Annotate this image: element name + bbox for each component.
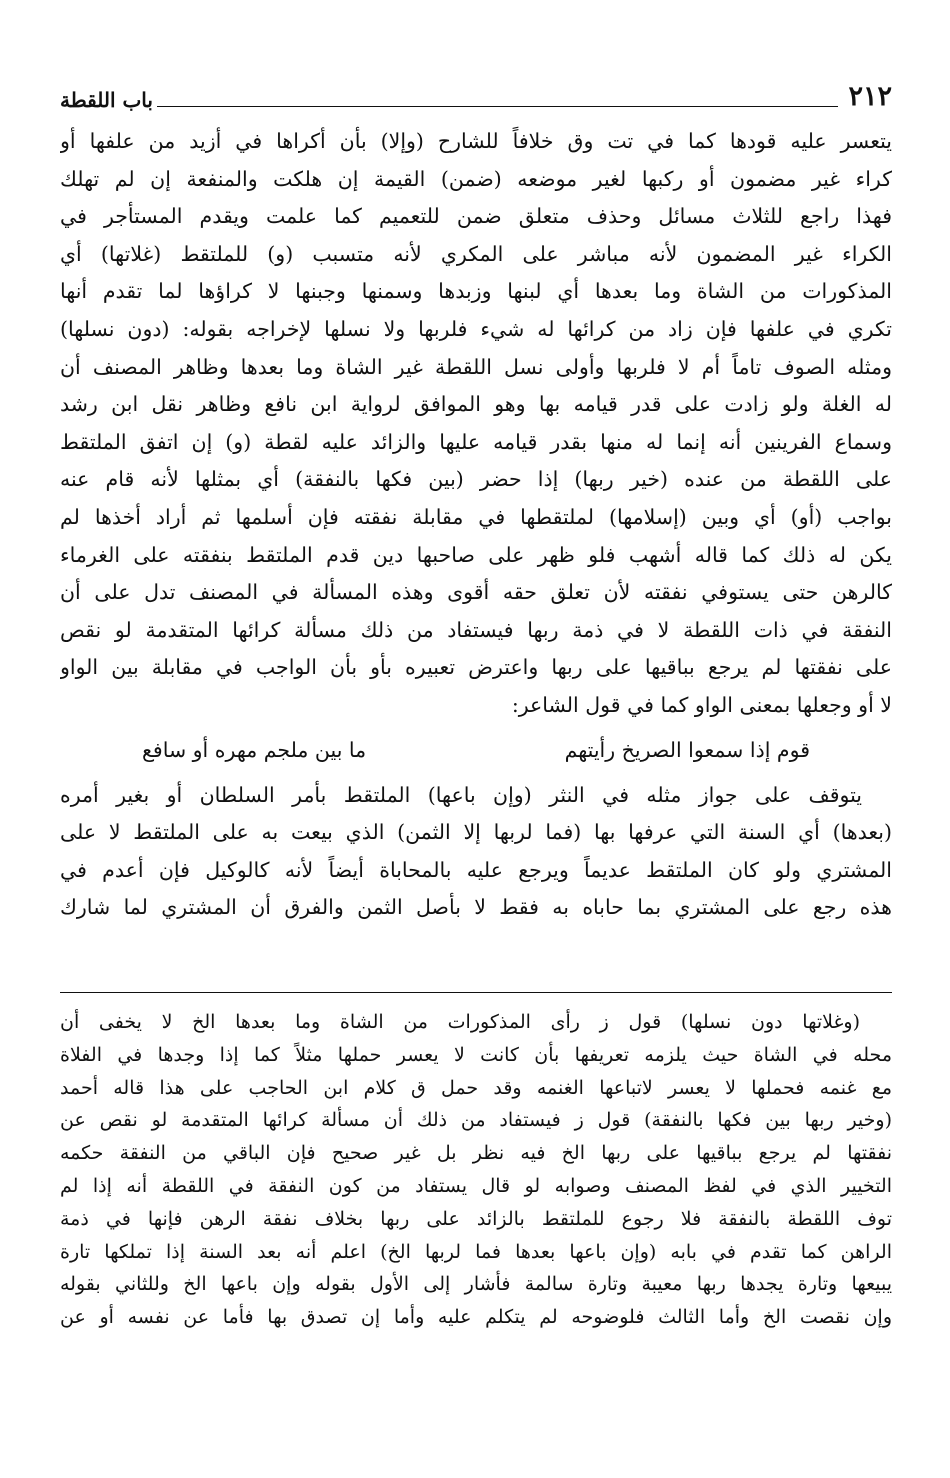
main-line: النفقة في ذات اللقطة لا في ذمة ربها فيستفاد من ذلك مسألة كرائها المتقدمة لو نقص — [60, 617, 892, 642]
chapter-title: باب اللقطة — [60, 88, 153, 112]
main-text — [60, 123, 892, 927]
main-line: تكري في علفها فإن زاد من كرائها له شيء فلربها ولا نسلها لإخراجه بقوله: (دون نسلها) — [60, 316, 892, 341]
footnote-separator — [60, 992, 892, 993]
footnotes — [60, 1006, 892, 1334]
main-line: له الغلة ولو زادت على قدر قيامه بها وهو الموافق لرواية ابن نافع وظاهر نقل ابن رشد — [60, 392, 892, 417]
main-line: على اللقطة من عنده (خير ربها) إذا حضر (بين فكها بالنفقة) أي بمثلها لأنه قام عنه — [60, 467, 892, 492]
footnote-line: (وغلاتها دون نسلها) قول ز رأى المذكورات من الشاة وما بعدها الخ لا يخفى أن — [60, 1011, 860, 1033]
footnote-line: وإن نقصت الخ وأما الثالث فلوضوحه لم يتكلم عليه وأما إن تصدق بها فأما عن نفسه أو عن — [60, 1306, 892, 1329]
main-line: لا أو وجعلها بمعنى الواو كما في قول الشاعر: — [511, 692, 892, 717]
main-line: كالرهن حتى يستوفي نفقته لأن تعلق حقه أقوى وهذه المسألة في المصنف تدل على أن — [60, 580, 892, 605]
main-line: يتوقف على جواز مثله في النثر (وإن باعها) الملتقط بأمر السلطان أو بغير أمره — [60, 782, 862, 807]
main-line: ومثله الصوف تاماً أم لا فلربها وأولى نسل اللقطة غير الشاة وما بعدها وظاهر المصنف أن — [60, 354, 892, 379]
poem-hemistich-second: ما بين ملجم مهره أو سافع — [142, 737, 367, 762]
poem-verse — [60, 725, 892, 777]
page-header — [60, 78, 892, 112]
footnote-line: التخيير الذي في لفظ المصنف وصوابه لو قال يستفاد من كون النفقة في اللقطة أنه إذا لم — [60, 1174, 892, 1197]
main-line: وسماع الفرينين أنه إنما له منها بقدر قيامه عليها والزائد عليه لقطة (و) إن اتفق الملتقط — [60, 429, 892, 454]
main-line: هذه رجع على المشتري بما حاباه به فقط لا بأصل الثمن والفرق أن المشتري لما شارك — [60, 895, 892, 920]
footnote-line: يبيعها وتارة يجدها ربها معيبة وتارة سالمة فأشار إلى الأول بقوله وإن باعها الخ وللثاني بقوله — [60, 1273, 892, 1296]
main-line: المشتري ولو كان الملتقط عديماً ويرجع عليه بالمحاباة أيضاً لأنه كالوكيل فإن أعدم في — [60, 857, 892, 882]
main-line: كراء غير مضمون أو ركبها لغير موضعه (ضمن) القيمة إن هلكت والمنفعة إن لم تهلك — [60, 166, 892, 191]
page-number: ٢١٢ — [848, 81, 892, 112]
footnote-line: محله في الشاة حيث يلزمه تعريفها بأن كانت لا يعسر حملها مثلاً كما إذا وجدها في الفلاة — [60, 1043, 892, 1066]
main-line: على نفقتها لم يرجع بباقيها على ربها واعترض تعبيره بأو بأن الواجب في مقابلة بين الواو — [60, 655, 892, 680]
main-line: فهذا راجع للثلاث مسائل وحذف متعلق ضمن للتعميم كما علمت ويقدم المستأجر في — [60, 204, 892, 229]
main-line: يتعسر عليه قودها كما في تت وق خلافاً للشارح (وإلا) بأن أكراها في أزيد من علفها أو — [60, 129, 892, 153]
footnote-line: الراهن كما تقدم في بابه (وإن باعها بعدها فما لربها الخ) اعلم أنه بعد السنة إذا تملكها تارة — [60, 1240, 892, 1263]
main-line: بواجب (أو) أي وبين (إسلامها) لملتقطها في مقابلة نفقته فإن أسلمها ثم أراد أخذها لم — [60, 504, 892, 529]
main-line: المذكورات من الشاة وما بعدها أي لبنها وزبدها وسمنها وجبنها لا كراؤها لما تقدم أنها — [60, 279, 892, 304]
footnote-line: توف اللقطة بالنفقة فلا رجوع للملتقط بالزائد على ربها بخلاف نفقة الرهن فإنها في ذمة — [60, 1207, 892, 1230]
main-line: (بعدها) أي السنة التي عرفها بها (فما لربها إلا الثمن) الذي بيعت به على الملتقط لا على — [60, 820, 892, 845]
footnote-line: نفقتها لم يرجع بباقيها على ربها الخ فيه نظر بل غير صحيح فإن الباقي من النفقة حكمه — [60, 1142, 892, 1165]
header-rule — [157, 106, 839, 107]
footnote-line: مع غنمه فحملها لا يعسر لاتباعها الغنمه وقد حمل ق كلام ابن الحاجب على هذا قاله أحمد — [60, 1076, 892, 1099]
footnote-line: (وخير ربها بين فكها بالنفقة) قول ز فيستفاد من ذلك أن مسألة كرائها المتقدمة لو نقص عن — [60, 1109, 892, 1132]
main-line: الكراء غير المضمون لأنه مباشر على المكري لأنه متسبب (و) للملتقط (غلاتها) أي — [60, 241, 892, 266]
poem-hemistich-first: قوم إذا سمعوا الصريخ رأيتهم — [564, 737, 810, 762]
main-line: يكن له ذلك كما قاله أشهب فلو ظهر على صاحبها دين قدم الملتقط بنفقته على الغرماء — [60, 542, 892, 567]
